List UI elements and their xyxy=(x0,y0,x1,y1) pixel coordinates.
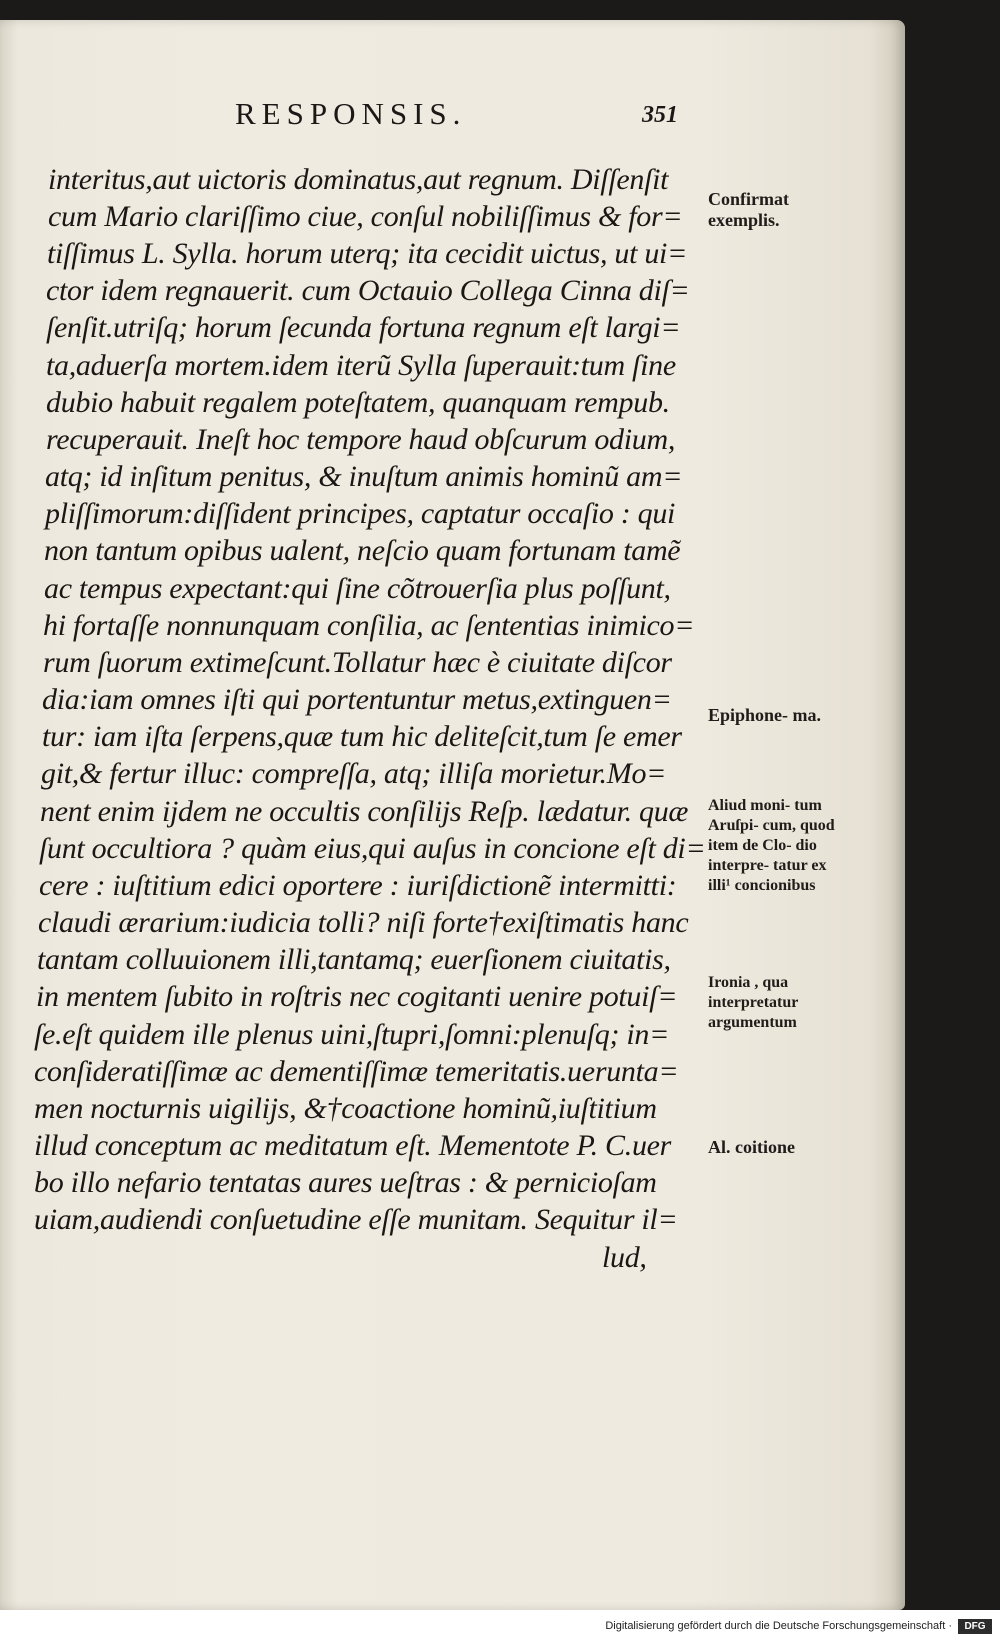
text-line: atq; id inſitum penitus, & inuſtum animis hominũ am= xyxy=(45,460,683,493)
text-line: ſenſit.utriſq; horum ſecunda fortuna regnum eſt largi= xyxy=(46,311,681,344)
page-number: 351 xyxy=(642,102,678,128)
margin-note: Al. coitione xyxy=(708,1137,795,1157)
text-line: recuperauit. Ineſt hoc tempore haud obſcurum odium, xyxy=(46,423,676,456)
text-line: cere : iuſtitium edici oportere : iuriſdictionẽ intermitti: xyxy=(39,869,677,902)
text-line: nent enim ijdem ne occultis conſilijs Reſp. lædatur. quæ xyxy=(40,795,689,828)
text-line: claudi ærarium:iudicia tolli? niſi forte†exiſtimatis hanc xyxy=(38,906,689,939)
footer-bar xyxy=(0,1610,1000,1643)
running-head: RESPONSIS. xyxy=(235,96,467,131)
text-line: ſunt occultiora ? quàm eius,qui auſus in concione eſt di= xyxy=(39,832,706,865)
text-line: uiam,audiendi conſuetudine eſſe munitam. Sequitur il= xyxy=(34,1203,678,1236)
text-line: dia:iam omnes iſti qui portentuntur metus,extinguen= xyxy=(42,683,672,716)
margin-note: Ironia , qua interpretatur argumentum xyxy=(708,974,799,1031)
dfg-logo: DFG xyxy=(958,1619,992,1634)
text-line: pliſſimorum:diſſident principes, captatur occaſio : qui xyxy=(45,497,676,530)
book-page xyxy=(0,20,905,1610)
text-line: ctor idem regnauerit. cum Octauio Collega Cinna diſ= xyxy=(46,274,690,307)
text-line: interitus,aut uictoris dominatus,aut regnum. Diſſenſit xyxy=(48,163,669,196)
text-line: bo illo nefario tentatas aures ueſtras : & pernicioſam xyxy=(34,1166,657,1199)
text-line: ac tempus expectant:qui ſine cõtrouerſia plus poſſunt, xyxy=(44,572,671,605)
text-line: illud conceptum ac meditatum eſt. Mementote P. C.uer xyxy=(34,1129,672,1162)
text-line: tantam colluuionem illi,tantamq; euerſionem ciuitatis, xyxy=(37,943,671,976)
text-line: git,& fertur illuc: compreſſa, atq; illiſa morietur.Mo= xyxy=(41,757,667,790)
text-line: ſe.eſt quidem ille plenus uini,ſtupri,ſomni:plenuſq; in= xyxy=(34,1018,670,1051)
text-line: ta,aduerſa mortem.idem iterũ Sylla ſuperauit:tum ſine xyxy=(46,349,676,382)
text-line: in mentem ſubito in roſtris nec cogitanti uenire potuiſ= xyxy=(36,980,678,1013)
text-line: cum Mario clariſſimo ciue, conſul nobiliſſimus & for= xyxy=(48,200,683,233)
catchword: lud, xyxy=(602,1241,647,1274)
text-line: men nocturnis uigilijs, &†coactione hominũ,iuſtitium xyxy=(34,1092,657,1125)
text-line: dubio habuit regalem poteſtatem, quanquam rempub. xyxy=(46,386,670,419)
text-line: hi fortaſſe nonnunquam conſilia, ac ſententias inimico= xyxy=(43,609,695,642)
text-line: conſideratiſſimæ ac dementiſſimæ temeritatis.ueruntа= xyxy=(34,1055,679,1088)
text-line: tiſſimus L. Sylla. horum uterq; ita cecidit uictus, ut ui= xyxy=(47,237,688,270)
page-header xyxy=(0,96,720,136)
text-line: tur: iam iſta ſerpens,quæ tum hic deliteſcit,tum ſe emer xyxy=(42,720,682,753)
margin-note: Confirmat exemplis. xyxy=(708,189,789,230)
text-line: non tantum opibus ualent, neſcio quam fortunam tamẽ xyxy=(44,534,681,567)
margin-note: Epiphone- ma. xyxy=(708,705,822,725)
margin-note: Aliud moni- tum Aruſpi- cum, quod item de Clo- dio interpre- tatur ex illi¹ concionibus xyxy=(708,797,835,894)
text-line: rum ſuorum extimeſcunt.Tollatur hæc è ciuitate diſcor xyxy=(43,646,672,679)
funding-credit: Digitalisierung gefördert durch die Deutsche Forschungsgemeinschaft · xyxy=(605,1620,952,1632)
